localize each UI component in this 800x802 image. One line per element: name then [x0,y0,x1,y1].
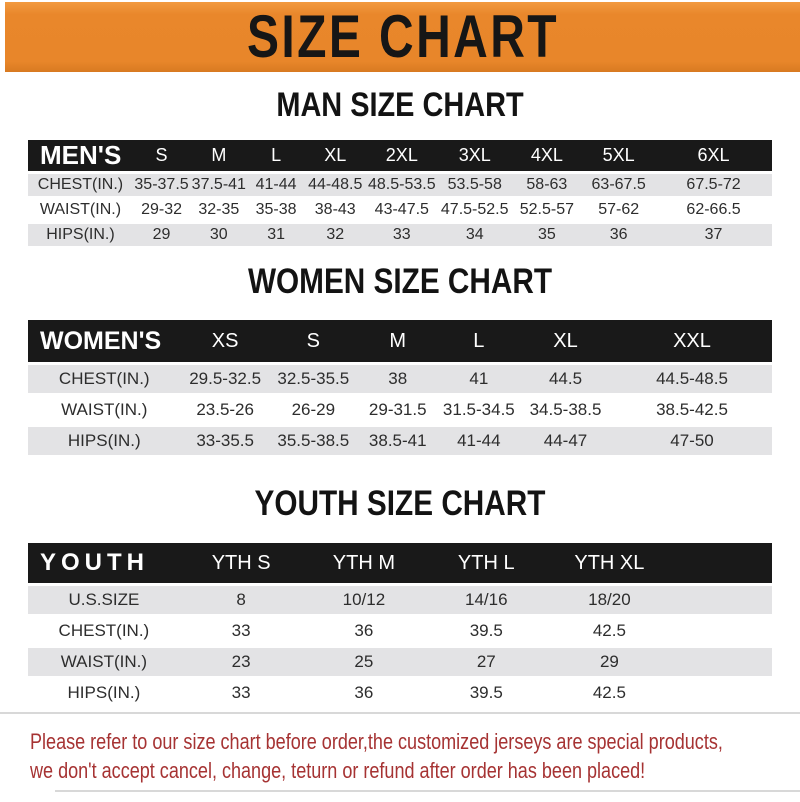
size-value-cell: 35-37.5 [134,176,189,193]
size-column-header: S [133,140,190,171]
size-value-cell: 33-35.5 [196,431,254,450]
size-value-cell: 31.5-34.5 [442,400,515,419]
row-label: CHEST(IN.) [58,369,150,388]
size-value-cell: 67.5-72 [686,176,741,193]
size-column-header: XXL [612,320,772,362]
size-column-header: L [247,140,304,171]
table-row [28,199,772,221]
size-value-cell: 44-48.5 [308,176,363,193]
size-value-cell [672,617,772,645]
row-label: HIPS(IN.) [46,226,115,243]
size-value-cell: 38 [388,369,408,388]
youth-section-heading: YOUTH SIZE CHART [254,484,546,523]
row-label: WAIST(IN.) [60,652,147,671]
size-value-cell: 62-66.5 [686,201,741,218]
size-value-cell [672,648,772,676]
table-row [28,396,772,424]
size-value-cell: 37.5-41 [191,176,246,193]
size-value-cell: 14/16 [465,590,508,609]
size-value-cell: 18/20 [588,590,631,609]
size-column-header: M [190,140,247,171]
size-column-header: M [357,320,439,362]
size-value-cell: 27 [476,652,496,671]
size-value-cell: 44.5 [548,369,583,388]
size-value-cell: 63-67.5 [591,176,646,193]
size-value-cell: 10/12 [342,590,386,609]
size-value-cell [672,679,772,707]
table-row [28,648,772,676]
size-value-cell: 41-44 [255,176,297,193]
size-value-cell: 23 [231,652,251,671]
row-label: WAIST(IN.) [39,201,122,218]
size-value-cell: 29-32 [141,201,182,218]
size-column-header: S [270,320,357,362]
size-value-cell: 32-35 [198,201,240,218]
size-column-header: YTH XL [547,543,671,583]
size-value-cell: 35 [537,226,556,243]
size-value-cell: 38-43 [314,201,356,218]
size-column-header: YTH M [303,543,426,583]
size-value-cell: 36 [354,683,374,702]
size-value-cell: 32.5-35.5 [277,369,350,388]
size-value-cell: 31 [267,226,285,243]
size-column-header: XS [181,320,270,362]
bottom-divider-line [55,790,800,792]
size-value-cell: 33 [231,683,251,702]
row-label: HIPS(IN.) [67,431,141,450]
size-value-cell: 35-38 [255,201,297,218]
size-value-cell: 42.5 [592,621,626,640]
size-value-cell: 34 [465,226,484,243]
size-value-cell: 26-29 [291,400,336,419]
size-value-cell: 35.5-38.5 [277,431,350,450]
banner-title: SIZE CHART [246,3,559,70]
size-value-cell: 29.5-32.5 [189,369,262,388]
table-header-row [28,140,772,171]
size-value-cell: 39.5 [469,621,503,640]
size-value-cell: 36 [354,621,374,640]
size-value-cell: 8 [236,590,246,609]
row-label: CHEST(IN.) [37,176,124,193]
size-value-cell: 29 [599,652,619,671]
size-column-header: XL [305,140,366,171]
table-row [28,174,772,196]
women-section-heading: WOMEN SIZE CHART [247,262,553,301]
size-value-cell: 23.5-26 [196,400,254,419]
size-value-cell: 58-63 [526,176,568,193]
size-value-cell [672,586,772,614]
size-value-cell: 38.5-42.5 [656,400,728,419]
table-row [28,586,772,614]
size-value-cell: 36 [609,226,628,243]
size-value-cell: 47.5-52.5 [440,201,509,218]
size-value-cell: 48.5-53.5 [368,176,436,193]
row-label: CHEST(IN.) [58,621,150,640]
size-value-cell: 53.5-58 [447,176,502,193]
youth-size-table [28,540,772,710]
table-header-row [28,543,772,583]
man-section-heading: MAN SIZE CHART [276,86,524,124]
row-label: HIPS(IN.) [67,683,141,702]
size-value-cell: 29 [152,226,171,243]
table-row [28,224,772,246]
size-column-header: YTH L [425,543,547,583]
size-value-cell: 32 [326,226,345,243]
disclaimer-line-2: we don't accept cancel, change, teturn or refund after order has been placed! [30,758,646,783]
table-header-row [28,320,772,362]
size-column-header: YTH S [180,543,303,583]
size-column-header: L [439,320,519,362]
size-value-cell: 52.5-57 [519,201,574,218]
table-row [28,365,772,393]
size-value-cell: 29-31.5 [368,400,427,419]
size-column-header: 6XL [655,140,772,171]
size-value-cell: 41-44 [457,431,501,450]
size-value-cell: 43-47.5 [374,201,429,218]
size-value-cell: 34.5-38.5 [529,400,602,419]
table-group-label: WOMEN'S [28,320,181,362]
table-group-label: YOUTH [28,543,180,583]
size-value-cell: 33 [231,621,251,640]
size-chart-banner [5,2,800,72]
size-value-cell: 41 [469,369,489,388]
table-row [28,679,772,707]
size-value-cell: 30 [209,226,228,243]
size-value-cell: 39.5 [469,683,503,702]
size-value-cell: 42.5 [592,683,626,702]
size-value-cell: 33 [392,226,411,243]
size-value-cell: 44.5-48.5 [656,369,728,388]
size-column-header: 2XL [366,140,438,171]
men-size-table [28,137,772,249]
size-column-header [672,543,772,583]
size-value-cell: 57-62 [598,201,640,218]
order-disclaimer-note [0,714,800,785]
row-label: WAIST(IN.) [61,400,148,419]
size-value-cell: 38.5-41 [368,431,427,450]
size-value-cell: 25 [354,652,374,671]
size-value-cell: 47-50 [670,431,714,450]
table-group-label: MEN'S [28,140,133,171]
disclaimer-line-1: Please refer to our size chart before order,the customized jerseys are special products, [30,729,723,754]
size-value-cell: 37 [704,226,723,243]
table-row [28,617,772,645]
size-column-header: 4XL [512,140,583,171]
table-row [28,427,772,455]
size-column-header: 5XL [582,140,655,171]
size-value-cell: 44-47 [543,431,588,450]
row-label: U.S.SIZE [68,590,140,609]
size-column-header: XL [519,320,612,362]
size-column-header: 3XL [438,140,512,171]
women-size-table [28,317,772,458]
